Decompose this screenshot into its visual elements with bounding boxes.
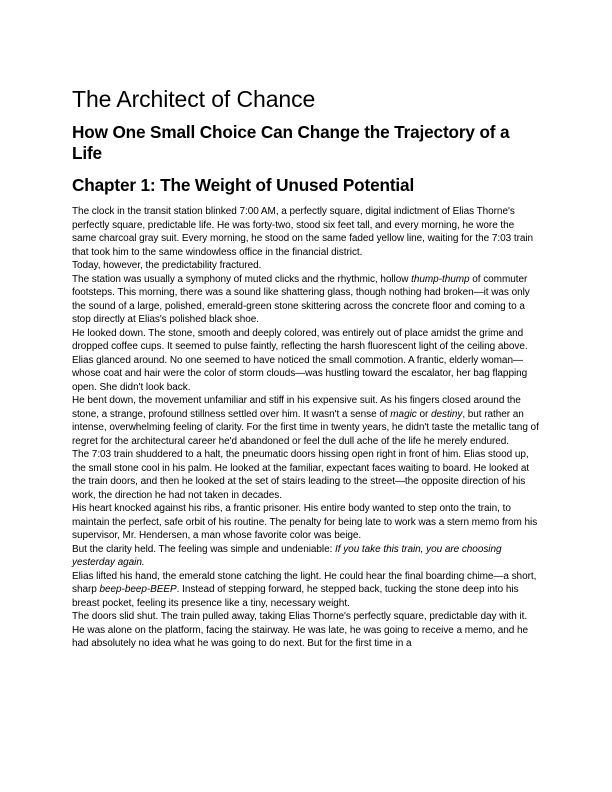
body-paragraph: [72, 394, 540, 448]
paragraph-text: The clock in the transit station blinked 7:00 AM, a perfectly square, digital indictment of Elias Thorne's perfectly square, predictable life. He was forty-two, stood six feet tall, and every morning, he wore the same charcoal gray suit. Every morning, he stood on the same faded yellow line, waiting for the 7:03 train that took him to the same windowless office in the financial district.: [72, 206, 534, 258]
body-paragraph: [72, 543, 540, 570]
paragraph-text: Elias glanced around. No one seemed to have noticed the small commotion. A frantic, elderly woman—whose coat and hair were the color of storm clouds—was hustling toward the escalator, her bag flapping open. She didn't look back.: [72, 354, 528, 393]
paragraph-text: Elias lifted his hand, the emerald stone catching the light. He could hear the final boarding chime—a short, sharp: [72, 570, 537, 595]
paragraph-text: He bent down, the movement unfamiliar and stiff in his expensive suit. As his fingers closed around the stone, a strange, profound stillness settled over him. It wasn't a sense of: [72, 395, 521, 420]
italic-text: beep-beep-BEEP: [99, 584, 177, 595]
paragraph-text: Today, however, the predictability fractured.: [72, 260, 262, 271]
paragraph-text: The station was usually a symphony of muted clicks and the rhythmic, hollow: [72, 273, 412, 285]
italic-text: thump-thump: [411, 273, 470, 285]
body-paragraph: [72, 570, 540, 611]
paragraph-text: . Instead of stepping forward, he stepped back, tucking the stone deep into his breast pocket, feeling its presence like a tiny, necessary weight.: [72, 584, 519, 609]
body-paragraph: [72, 259, 540, 273]
paragraph-text: , but rather an intense, overwhelming feeling of clarity. For the first time in twenty years, he didn't taste the metallic tang of regret for the architectural career he'd abandoned or feel the dull ache of the life he merely endured.: [72, 408, 539, 447]
chapter-body: [72, 205, 540, 651]
paragraph-text: of commuter footsteps. This morning, there was a sound like shattering glass, though nothing had broken—it was only the sound of a large, polished, emerald-green stone skittering across the concrete floor and coming to a stop directly at Elias's polished black shoe.: [72, 273, 530, 325]
body-paragraph: [72, 273, 540, 327]
document-subtitle: How One Small Choice Can Change the Trajectory of a Life: [72, 122, 510, 163]
body-paragraph: [72, 448, 540, 502]
italic-text: If you take this train, you are choosing yesterday again.: [72, 543, 502, 568]
chapter-heading: Chapter 1: The Weight of Unused Potential: [72, 175, 415, 195]
body-paragraph: [72, 502, 540, 543]
paragraph-text: But the clarity held. The feeling was simple and undeniable:: [72, 543, 336, 555]
paragraph-text: The doors slid shut. The train pulled away, taking Elias Thorne's perfectly square, predictable day with it.: [72, 611, 528, 622]
body-paragraph: [72, 327, 540, 354]
paragraph-text: The 7:03 train shuddered to a halt, the pneumatic doors hissing open right in front of him. Elias stood up, the small stone cool in his palm. He looked at the familiar, expectant faces waiting to board. He looked at the train doors, and then he looked at the set of stairs leading to the street—the opposite direction of his work, the direction he had not taken in decades.: [72, 449, 530, 501]
body-paragraph: [72, 205, 540, 259]
document-title: The Architect of Chance: [72, 86, 316, 112]
body-paragraph: [72, 610, 540, 624]
paragraph-text: He looked down. The stone, smooth and deeply colored, was entirely out of place amidst the grime and dropped coffee cups. It seemed to pulse faintly, reflecting the harsh fluorescent light of the ceiling above.: [72, 327, 528, 352]
italic-text: destiny: [430, 408, 463, 420]
body-paragraph: [72, 354, 540, 395]
paragraph-text: or: [416, 408, 431, 420]
italic-text: magic: [390, 408, 417, 420]
body-paragraph: [72, 624, 540, 651]
paragraph-text: He was alone on the platform, facing the stairway. He was late, he was going to receive a memo, and he had absolutely no idea what he was going to do next. But for the first time in a: [72, 624, 529, 649]
paragraph-text: His heart knocked against his ribs, a frantic prisoner. His entire body wanted to step onto the train, to maintain the perfect, safe orbit of his routine. The penalty for being late to work was a stern memo from his supervisor, Mr. Hendersen, a man whose favorite color was beige.: [72, 503, 538, 541]
